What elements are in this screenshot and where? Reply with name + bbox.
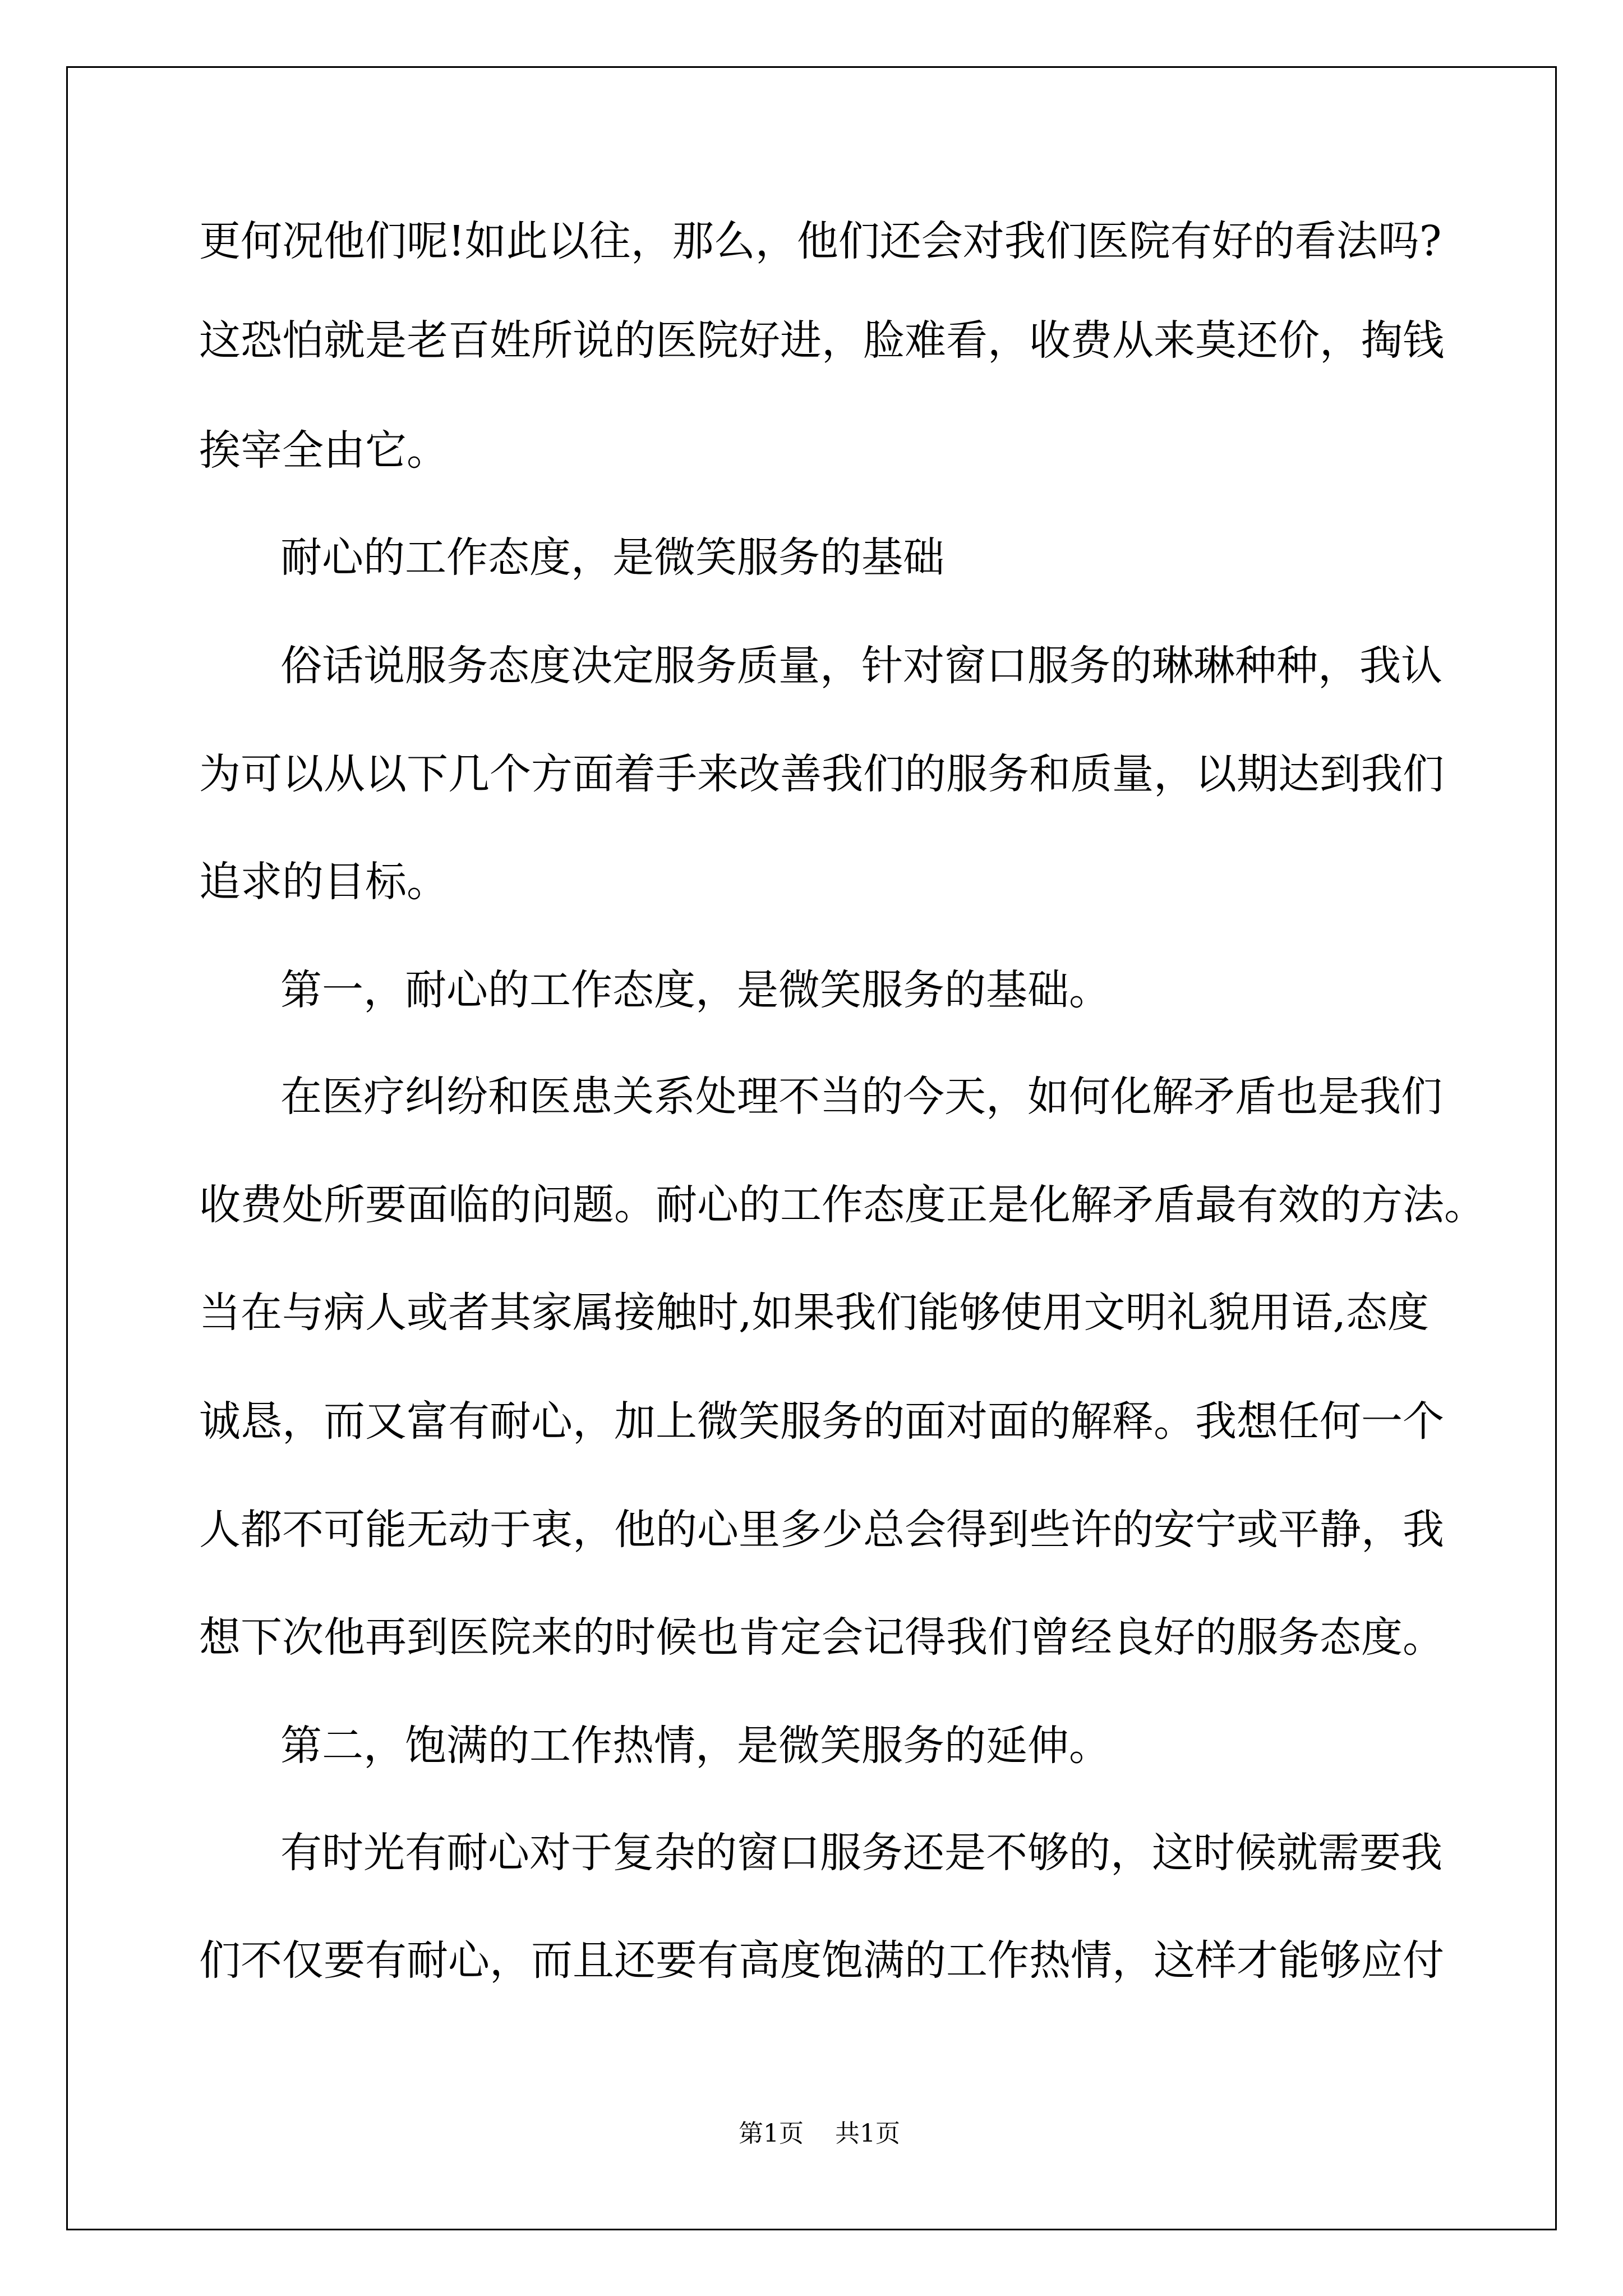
text-line: 更何况他们呢!如此以往，那么，他们还会对我们医院有好的看法吗? <box>199 217 1442 265</box>
text-line: 俗话说服务态度决定服务质量，针对窗口服务的琳琳种种，我认 <box>280 642 1442 690</box>
page-border <box>66 66 1557 2230</box>
text-line: 人都不可能无动于衷，他的心里多少总会得到些许的安宁或平静，我 <box>199 1506 1444 1554</box>
text-line: 为可以从以下几个方面着手来改善我们的服务和质量，以期达到我们 <box>199 750 1444 798</box>
text-line: 这恐怕就是老百姓所说的医院好进，脸难看，收费从来莫还价，掏钱 <box>199 316 1444 365</box>
page-total: 共1页 <box>834 2119 900 2148</box>
text-line: 想下次他再到医院来的时候也肯定会记得我们曾经良好的服务态度。 <box>199 1613 1444 1662</box>
text-line: 追求的目标。 <box>199 858 448 906</box>
text-line: 收费处所要面临的问题。耐心的工作态度正是化解矛盾最有效的方法。 <box>199 1181 1486 1229</box>
text-line: 第一，耐心的工作态度，是微笑服务的基础。 <box>280 966 1110 1014</box>
page-footer <box>0 2097 1623 2146</box>
text-line: 在医疗纠纷和医患关系处理不当的今天，如何化解矛盾也是我们 <box>280 1073 1442 1121</box>
text-line: 有时光有耐心对于复杂的窗口服务还是不够的，这时候就需要我 <box>280 1829 1442 1877</box>
text-line: 挨宰全由它。 <box>199 426 448 475</box>
text-line: 第二，饱满的工作热情，是微笑服务的延伸。 <box>280 1722 1110 1770</box>
section-heading: 耐心的工作态度，是微笑服务的基础 <box>280 533 944 582</box>
text-line: 们不仅要有耐心，而且还要有高度饱满的工作热情，这样才能够应付 <box>199 1936 1444 1985</box>
text-line: 当在与病人或者其家属接触时,如果我们能够使用文明礼貌用语,态度 <box>199 1289 1430 1337</box>
page-number: 第1页 <box>738 2119 804 2148</box>
text-line: 诚恳，而又富有耐心，加上微笑服务的面对面的解释。我想任何一个 <box>199 1397 1444 1446</box>
